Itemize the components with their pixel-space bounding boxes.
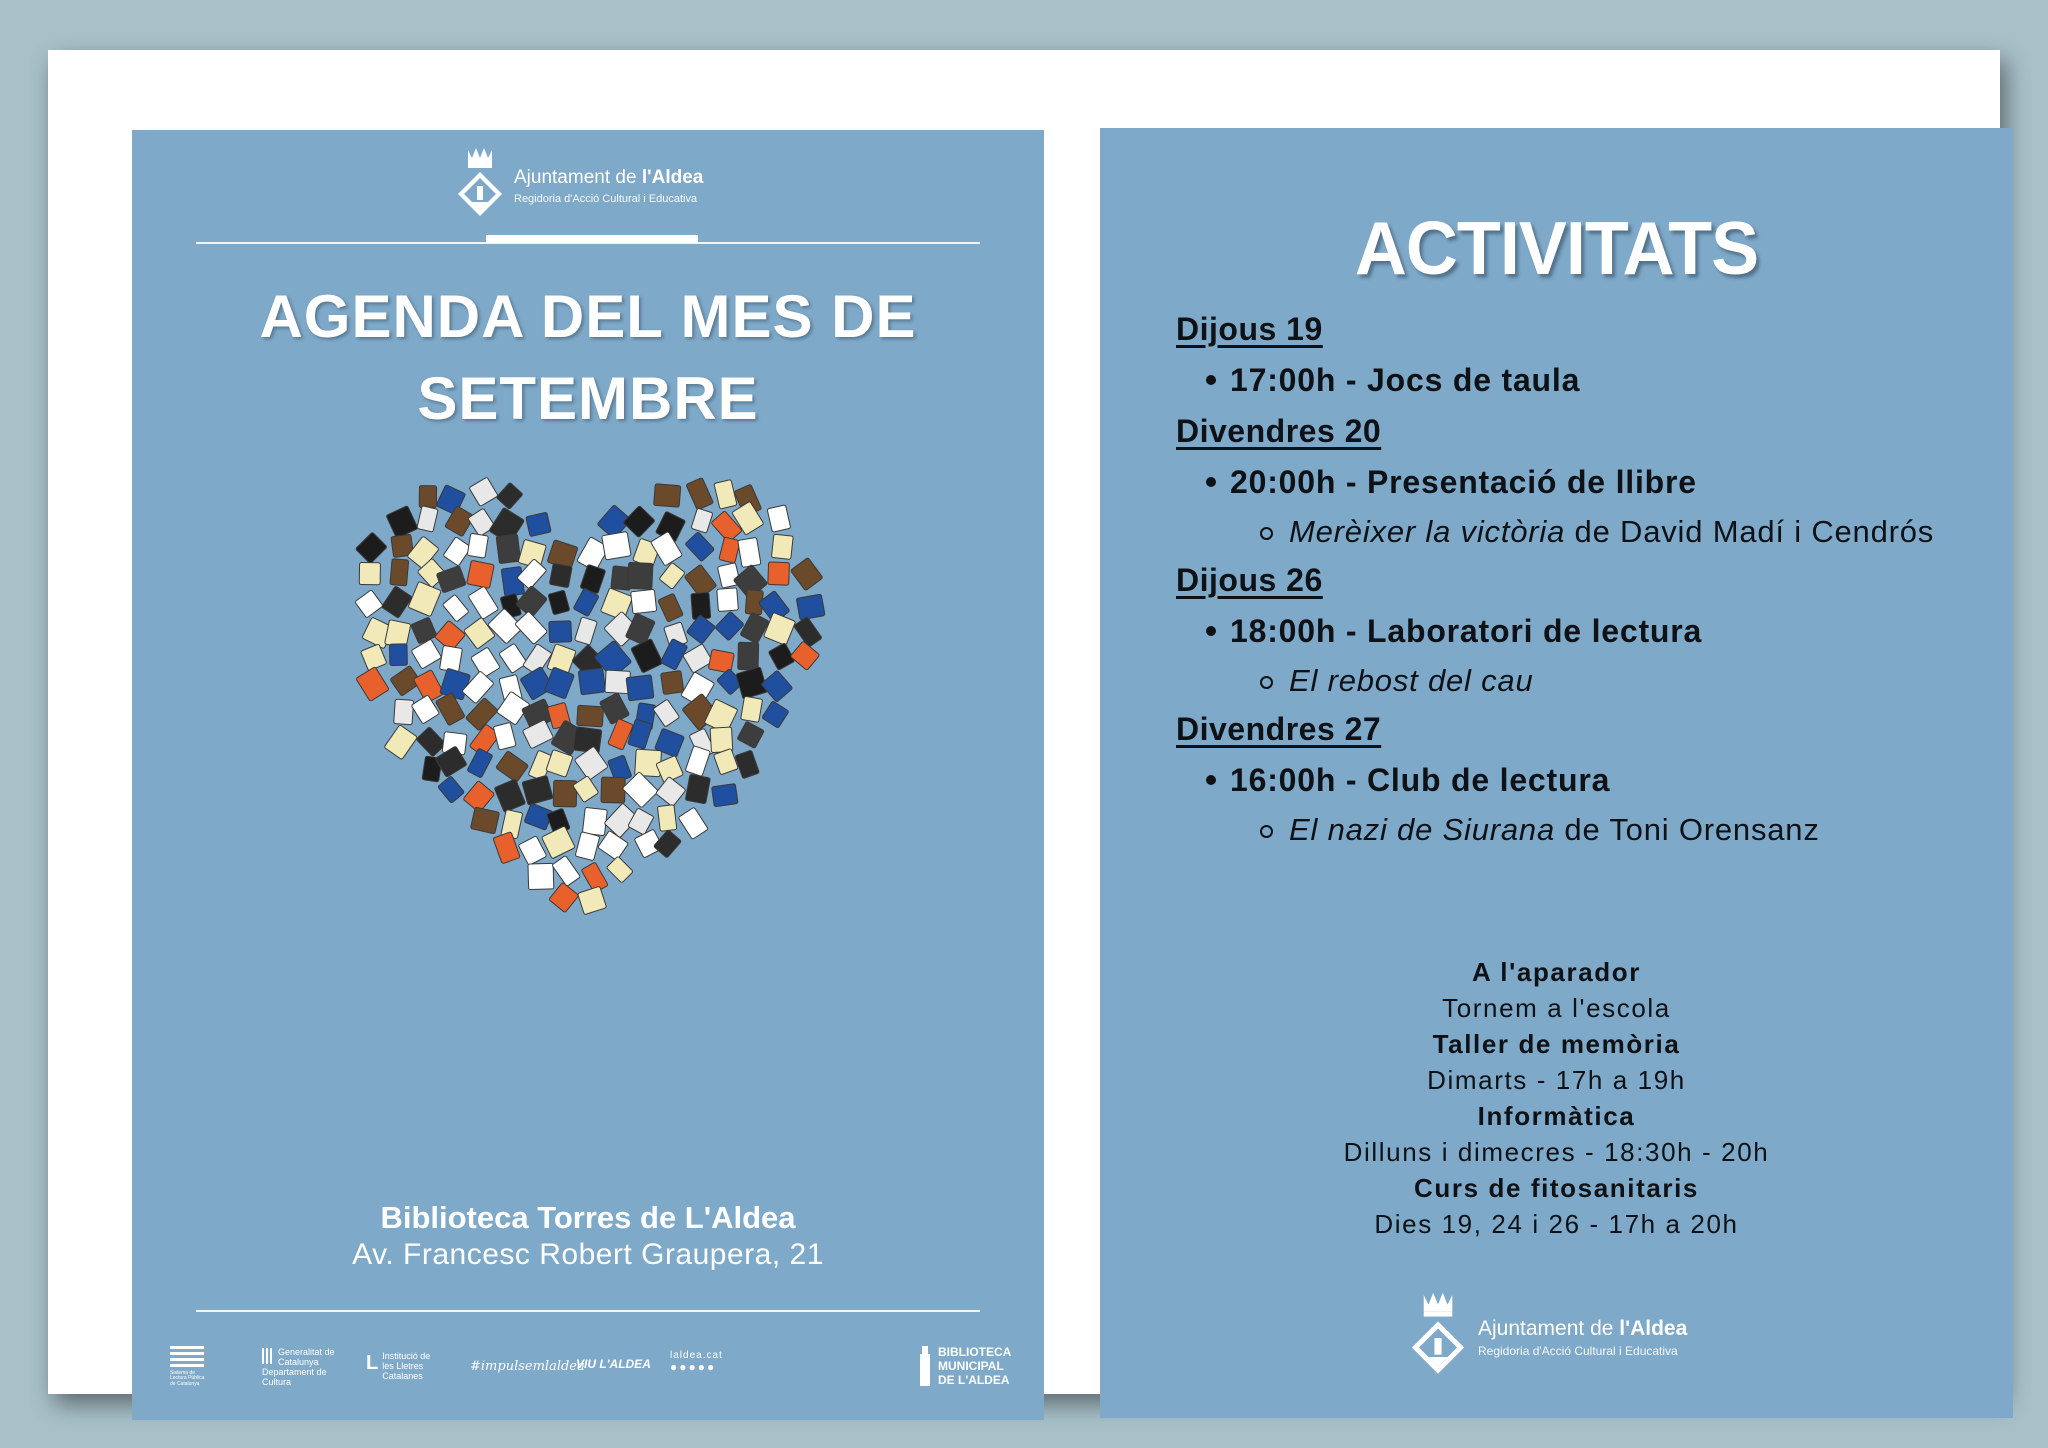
book-icon bbox=[384, 725, 418, 760]
book-icon bbox=[685, 774, 710, 804]
event-item bbox=[1206, 354, 1936, 406]
book-icon bbox=[738, 642, 759, 670]
ajuntament-logo bbox=[456, 144, 703, 228]
book-icon bbox=[416, 727, 446, 757]
sponsor-web bbox=[670, 1350, 723, 1374]
book-heart-svg bbox=[212, 442, 952, 1202]
book-icon bbox=[573, 727, 602, 754]
sponsor-logos bbox=[170, 1346, 1010, 1396]
book-icon bbox=[762, 701, 789, 728]
activities-poster bbox=[1100, 128, 2013, 1418]
day-heading: Dijous 19 bbox=[1176, 311, 1323, 347]
book-icon bbox=[767, 505, 791, 533]
event-text: 20:00h - Presentació de llibre bbox=[1230, 463, 1697, 500]
book-icon bbox=[553, 780, 576, 807]
book-icon bbox=[685, 532, 715, 562]
logo-department: Regidoria d'Acció Cultural i Educativa bbox=[514, 192, 698, 205]
sponsor-ilc-text: Institució de les Lletres Catalanes bbox=[382, 1351, 431, 1381]
book-icon bbox=[714, 480, 737, 510]
event-detail bbox=[1260, 657, 1936, 704]
sponsor-biblioteca bbox=[920, 1346, 1016, 1387]
crown-shield-icon bbox=[456, 144, 504, 228]
circle-bullet-icon bbox=[1260, 825, 1273, 838]
book-icon bbox=[715, 611, 744, 641]
book-icon bbox=[544, 667, 574, 699]
bottom-divider bbox=[196, 1310, 980, 1312]
book-icon bbox=[790, 557, 823, 590]
book-author: de David Madí i Cendrós bbox=[1565, 514, 1935, 549]
book-icon bbox=[381, 586, 412, 618]
book-title: El nazi de Siurana bbox=[1289, 812, 1556, 847]
book-icon bbox=[442, 594, 469, 622]
book-icon bbox=[685, 746, 710, 777]
sponsor-bib-line2: MUNICIPAL bbox=[938, 1358, 1004, 1373]
book-icon bbox=[386, 506, 418, 539]
extra-text: Dilluns i dimecres - 18:30h - 20h bbox=[1343, 1137, 1770, 1167]
book-icon bbox=[741, 696, 763, 722]
book-icon bbox=[355, 532, 387, 564]
book-icon bbox=[794, 616, 822, 647]
book-icon bbox=[631, 589, 657, 613]
event-item bbox=[1206, 605, 1936, 657]
book-icon bbox=[599, 692, 629, 724]
sponsor-slpc-text: Sistema de Lectura Pública de Catalunya bbox=[170, 1369, 205, 1387]
book-icon bbox=[717, 588, 739, 612]
library-name: Biblioteca Torres de L'Aldea bbox=[380, 1200, 796, 1235]
event-text: 17:00h - Jocs de taula bbox=[1230, 361, 1581, 398]
book-icon bbox=[515, 611, 548, 644]
book-icon bbox=[653, 699, 680, 727]
other-activities bbox=[1100, 954, 2013, 1242]
book-icon bbox=[768, 562, 790, 585]
book-icon bbox=[740, 612, 769, 644]
sponsor-ilc bbox=[366, 1352, 442, 1382]
crown-shield-icon bbox=[1408, 1288, 1468, 1388]
bullet-icon bbox=[1206, 375, 1216, 385]
bullet-icon bbox=[1206, 775, 1216, 785]
book-title: El rebost del cau bbox=[1289, 663, 1534, 698]
bullet-icon bbox=[1206, 626, 1216, 636]
book-icon bbox=[356, 667, 389, 702]
sponsor-viu-text: VIU L'ALDEA bbox=[576, 1357, 651, 1371]
book-icon bbox=[470, 807, 499, 834]
book-icon bbox=[764, 612, 796, 645]
book-icon bbox=[355, 590, 383, 618]
book-icon bbox=[628, 562, 653, 589]
book-icon bbox=[467, 748, 493, 778]
book-icon bbox=[471, 647, 501, 678]
agenda-poster bbox=[132, 130, 1044, 1420]
book-icon bbox=[494, 779, 526, 812]
book-icon bbox=[522, 720, 553, 749]
book-icon bbox=[443, 537, 471, 566]
schedule bbox=[1176, 304, 1936, 853]
book-icon bbox=[469, 477, 498, 507]
book-icon bbox=[411, 639, 442, 669]
book-icon bbox=[419, 486, 436, 508]
event-text: 16:00h - Club de lectura bbox=[1230, 761, 1611, 798]
book-icon bbox=[496, 751, 529, 783]
book-icon bbox=[359, 562, 380, 584]
logo-department: Regidoria d'Acció Cultural i Educativa bbox=[1478, 1344, 1678, 1359]
book-icon bbox=[574, 617, 597, 645]
book-title: Merèixer la victòria bbox=[1289, 514, 1566, 549]
book-icon bbox=[602, 532, 632, 560]
logo-org-prefix: Ajuntament de bbox=[514, 166, 642, 188]
agenda-title bbox=[172, 276, 1004, 440]
event-detail bbox=[1260, 806, 1936, 853]
book-icon bbox=[654, 484, 681, 507]
book-icon bbox=[626, 675, 654, 701]
event-text: 18:00h - Laboratori de lectura bbox=[1230, 612, 1703, 649]
book-icon bbox=[578, 668, 605, 695]
book-icon bbox=[526, 512, 551, 536]
sponsor-generalitat-text: Generalitat de Catalunya Departament de Cultura bbox=[262, 1347, 335, 1387]
book-icon bbox=[408, 581, 441, 616]
ajuntament-logo-footer bbox=[1408, 1288, 1687, 1388]
book-icon bbox=[737, 721, 764, 748]
sponsor-viu-laldea bbox=[576, 1358, 651, 1371]
book-icon bbox=[438, 776, 465, 804]
circle-bullet-icon bbox=[1260, 676, 1273, 689]
book-icon bbox=[552, 855, 581, 886]
day-heading: Dijous 26 bbox=[1176, 562, 1323, 598]
book-icon bbox=[601, 777, 625, 803]
book-icon bbox=[548, 590, 570, 615]
extra-text: Tornem a l'escola bbox=[1442, 993, 1671, 1023]
book-icon bbox=[528, 863, 554, 889]
sponsor-bib-line1: BIBLIOTECA bbox=[938, 1345, 1012, 1359]
book-icon bbox=[623, 506, 655, 538]
book-icon bbox=[575, 832, 600, 861]
sponsor-web-text: laldea.cat bbox=[670, 1350, 723, 1361]
agenda-title-line1: AGENDA DEL MES DE bbox=[259, 283, 917, 350]
book-icon bbox=[606, 856, 633, 883]
logo-org-prefix: Ajuntament de bbox=[1478, 1317, 1620, 1341]
book-icon bbox=[686, 477, 714, 510]
logo-org-name: l'Aldea bbox=[641, 166, 704, 188]
book-icon bbox=[761, 670, 793, 702]
book-icon bbox=[522, 775, 553, 805]
book-icon bbox=[631, 639, 663, 673]
sponsor-hashtag: #impulsemlaldea bbox=[470, 1359, 585, 1374]
extra-title: A l'aparador bbox=[1472, 957, 1641, 987]
book-icon bbox=[719, 537, 741, 563]
book-icon bbox=[574, 746, 608, 780]
event-detail bbox=[1260, 508, 1936, 555]
bullet-icon bbox=[1206, 477, 1216, 487]
book-heart-illustration bbox=[212, 442, 952, 1202]
logo-org-name: l'Aldea bbox=[1619, 1317, 1688, 1341]
top-divider-accent bbox=[486, 235, 698, 243]
book-icon bbox=[496, 534, 521, 564]
book-icon bbox=[577, 705, 604, 727]
book-icon bbox=[493, 722, 516, 750]
book-icon bbox=[389, 644, 407, 666]
poster-sheet bbox=[48, 50, 2000, 1394]
sponsor-generalitat bbox=[262, 1348, 338, 1388]
book-icon bbox=[541, 826, 575, 859]
library-address: Av. Francesc Robert Graupera, 21 bbox=[352, 1238, 824, 1271]
book-icon bbox=[467, 560, 495, 588]
book-icon bbox=[658, 593, 684, 622]
extra-title: Curs de fitosanitaris bbox=[1414, 1173, 1699, 1203]
book-icon bbox=[738, 537, 761, 567]
book-author: de Toni Orensanz bbox=[1555, 812, 1820, 847]
extra-title: Informàtica bbox=[1477, 1101, 1636, 1131]
book-icon bbox=[578, 886, 607, 915]
book-icon bbox=[790, 641, 820, 670]
ilc-icon: L bbox=[366, 1352, 379, 1374]
book-icon bbox=[439, 645, 462, 672]
slpc-lines-icon bbox=[170, 1346, 204, 1368]
book-icon bbox=[686, 615, 715, 645]
book-icon bbox=[657, 805, 676, 832]
book-icon bbox=[796, 594, 825, 620]
book-icon bbox=[499, 643, 528, 673]
extra-title: Taller de memòria bbox=[1432, 1029, 1681, 1059]
book-icon bbox=[496, 482, 523, 509]
book-icon bbox=[467, 533, 488, 558]
book-icon bbox=[465, 698, 498, 731]
book-icon bbox=[468, 586, 499, 619]
book-icon bbox=[411, 695, 439, 724]
sponsor-bib-line3: DE L'ALDEA bbox=[938, 1372, 1010, 1387]
day-heading: Divendres 20 bbox=[1176, 413, 1382, 449]
agenda-title-line2: SETEMBRE bbox=[417, 365, 759, 432]
book-icon bbox=[771, 534, 793, 559]
book-icon bbox=[656, 776, 686, 806]
book-icon bbox=[582, 807, 607, 835]
book-icon bbox=[549, 563, 572, 587]
extra-text: Dimarts - 17h a 19h bbox=[1427, 1065, 1686, 1095]
social-icons: ●●●●● bbox=[670, 1360, 717, 1374]
day-heading: Divendres 27 bbox=[1176, 711, 1382, 747]
book-icon bbox=[549, 621, 572, 643]
extra-text: Dies 19, 24 i 26 - 17h a 20h bbox=[1374, 1209, 1739, 1239]
book-icon bbox=[394, 699, 414, 725]
book-icon bbox=[417, 506, 438, 532]
book-icon bbox=[390, 559, 409, 586]
book-icon bbox=[653, 830, 681, 859]
book-icon bbox=[691, 508, 713, 533]
book-icon bbox=[678, 807, 708, 839]
book-icon bbox=[735, 750, 759, 779]
book-icon bbox=[659, 562, 685, 589]
book-icon bbox=[712, 784, 739, 807]
book-icon bbox=[661, 671, 684, 695]
circle-bullet-icon bbox=[1260, 527, 1273, 540]
event-item bbox=[1206, 456, 1936, 508]
activities-title: ACTIVITATS bbox=[1354, 207, 1759, 291]
book-icon bbox=[411, 617, 437, 644]
generalitat-flag-icon bbox=[262, 1348, 274, 1364]
event-item bbox=[1206, 754, 1936, 806]
sponsor-slpc bbox=[170, 1346, 210, 1387]
